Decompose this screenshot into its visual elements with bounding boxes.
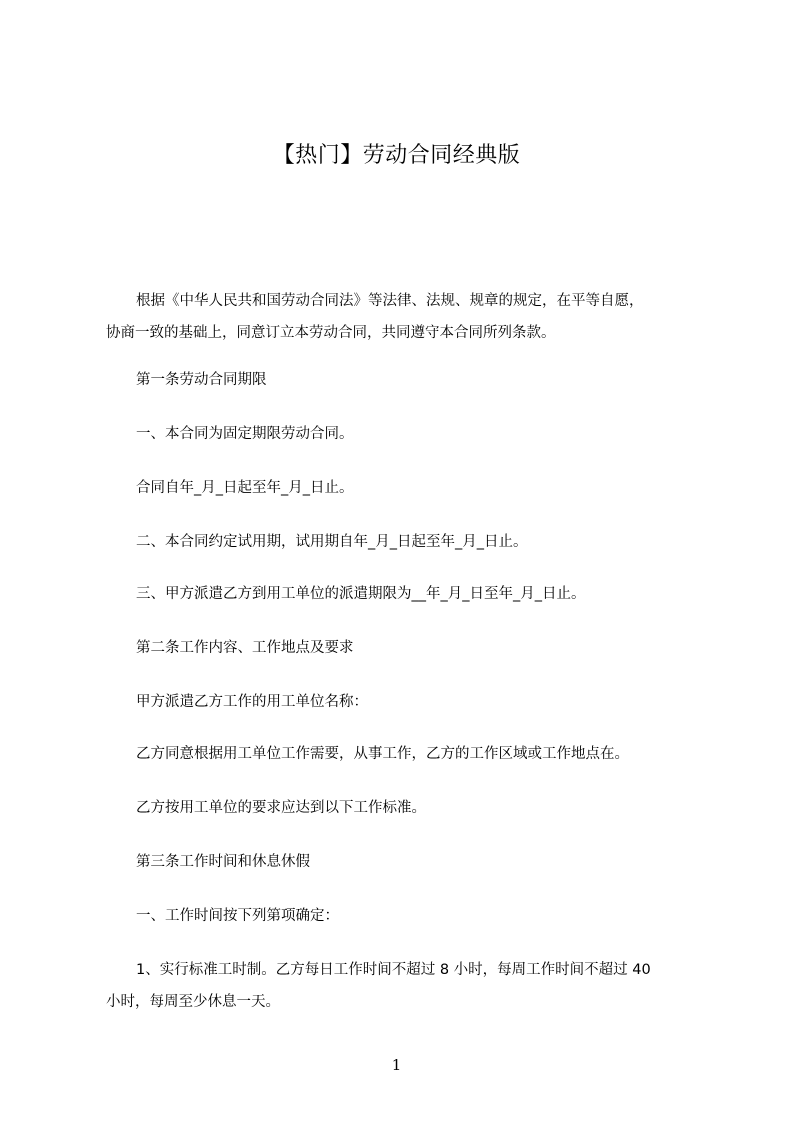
article-1-clause-1: 一、本合同为固定期限劳动合同。 bbox=[136, 426, 354, 442]
article-2-employer-name: 甲方派遣乙方工作的用工单位名称： bbox=[136, 694, 368, 710]
article-1-clause-2: 二、本合同约定试用期，试用期自年_月_日起至年_月_日止。 bbox=[136, 534, 528, 550]
article-2-work-location: 乙方同意根据用工单位工作需要，从事工作，乙方的工作区域或工作地点在。 bbox=[136, 746, 629, 762]
article-1-heading: 第一条劳动合同期限 bbox=[136, 372, 267, 388]
page-number: 1 bbox=[391, 1056, 402, 1074]
article-2-work-standard: 乙方按用工单位的要求应达到以下工作标准。 bbox=[136, 800, 426, 816]
article-1-clause-3: 三、甲方派遣乙方到用工单位的派遣期限为__年_月_日至年_月_日止。 bbox=[136, 586, 586, 602]
standard-hours-line-1: 1、实行标准工时制。乙方每日工作时间不超过 8 小时，每周工作时间不超过 40 bbox=[136, 962, 651, 978]
intro-paragraph bbox=[106, 285, 696, 349]
intro-line-2: 协商一致的基础上，同意订立本劳动合同，共同遵守本合同所列条款。 bbox=[106, 325, 556, 341]
article-2-heading: 第二条工作内容、工作地点及要求 bbox=[136, 640, 354, 656]
standard-hours-line-2: 小时，每周至少休息一天。 bbox=[106, 994, 280, 1010]
article-3-standard-hours bbox=[106, 954, 696, 1018]
article-3-heading: 第三条工作时间和休息休假 bbox=[136, 854, 310, 870]
article-1-contract-dates: 合同自年_月_日起至年_月_日止。 bbox=[136, 480, 354, 496]
article-3-clause-1: 一、工作时间按下列第项确定： bbox=[136, 908, 339, 924]
intro-line-1: 根据《中华人民共和国劳动合同法》等法律、法规、规章的规定，在平等自愿， bbox=[136, 293, 644, 309]
document-title: 【热门】劳动合同经典版 bbox=[272, 143, 521, 168]
